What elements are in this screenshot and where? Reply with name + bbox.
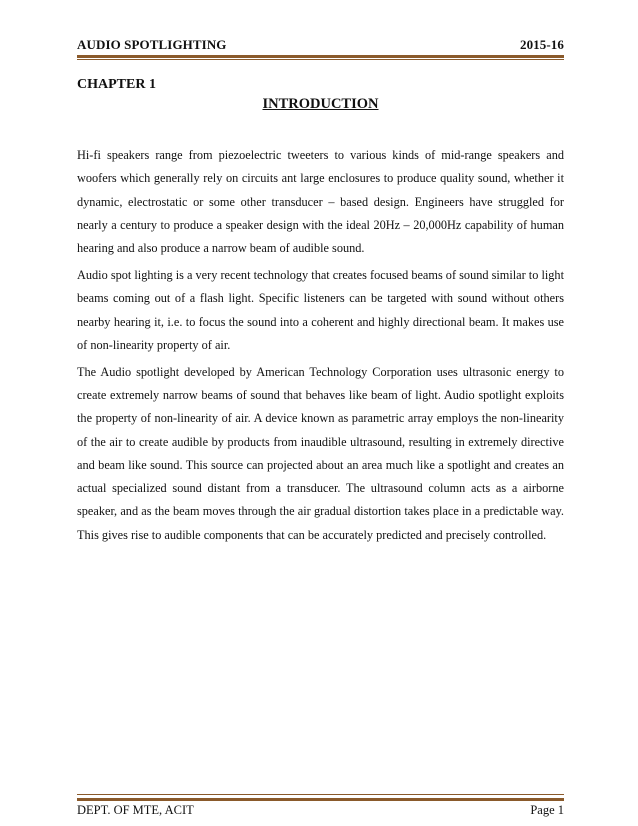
header-year: 2015-16 — [519, 37, 564, 52]
page-footer — [77, 803, 564, 818]
paragraph-1: Hi-fi speakers range from piezoelectric tweeters to various kinds of mid-range speakers and woofers which generally rely on circuits ant large enclosures to produce quality sound, whether it dynamic, electrostatic or some other transducer – based design. Engineers have struggled for nearly a century to produce a speaker design with the ideal 20Hz – 20,000Hz capability of human hearing and also produce a narrow beam of audible sound. — [77, 148, 564, 256]
footer-department: DEPT. OF MTE, ACIT — [77, 803, 194, 817]
footer-rule-thin — [77, 794, 564, 795]
chapter-label: CHAPTER 1 — [77, 77, 156, 92]
section-title: INTRODUCTION — [262, 96, 379, 112]
page-number: Page 1 — [530, 803, 564, 817]
paragraph-3: The Audio spotlight developed by American Technology Corporation uses ultrasonic energy to create extremely narrow beams of sound that behaves like beam of light. Audio spotlight exploits the property of non-linearity of air. A device known as parametric array employs the non-linearity of the air to create audible by products from inaudible ultrasound, resulting in extremely directive and beam like sound. This source can projected about an area much like a spotlight and creates an actual specialized sound distant from a transducer. The ultrasound column acts as a airborne speaker, and as the beam moves through the air gradual distortion takes place in a predictable way. This gives rise to audible components that can be accurately predicted and precisely controlled. — [77, 364, 564, 542]
footer-rule-thick — [77, 798, 564, 801]
page-header — [77, 37, 564, 55]
header-rule-thick — [77, 55, 564, 58]
body-text — [77, 144, 564, 551]
paragraph-2: Audio spot lighting is a very recent technology that creates focused beams of sound similar to light beams coming out of a flash light. Specific listeners can be targeted with sound without others nearby hearing it, i.e. to focus the sound into a coherent and highly directional beam. It makes use of non-linearity property of air. — [77, 267, 564, 352]
header-title: AUDIO SPOTLIGHTING — [77, 37, 227, 52]
header-rule-thin — [77, 59, 564, 60]
